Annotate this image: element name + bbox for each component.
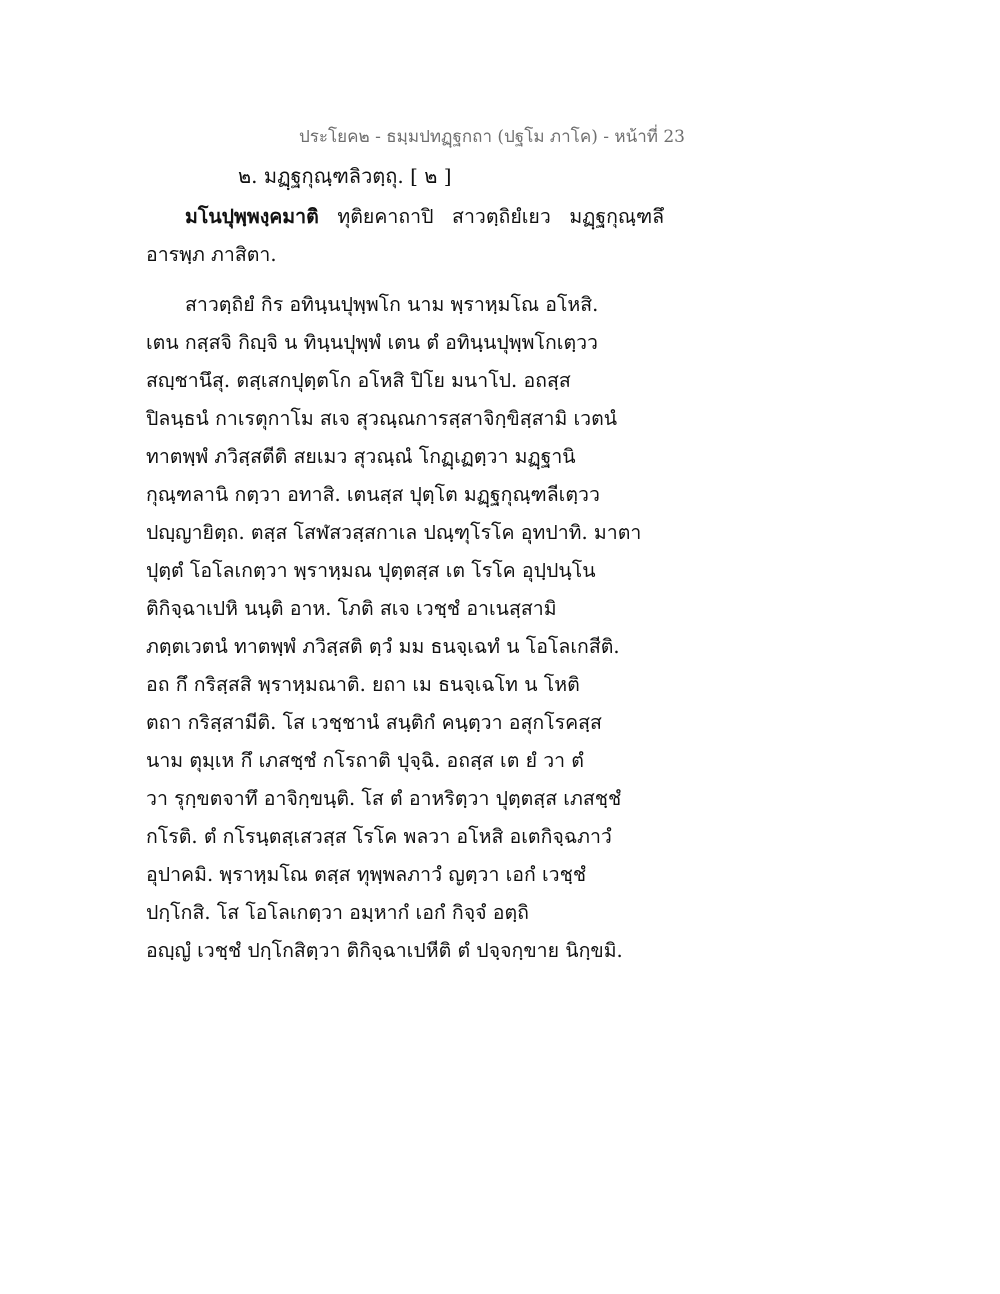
paragraph-2-line: กุณฺฑลานิ กตฺวา อทาสิ. เตนสฺส ปุตฺโต มฏฺฐกุณฺฑลีเตฺวว	[146, 483, 600, 506]
paragraph-2-line: ทาตพฺพํ ภวิสฺสตีติ สยเมว สุวณฺณํ โกฏฺเฏตฺวา มฏฺฐานิ	[146, 445, 576, 468]
section-title: ๒. มฏฺฐกุณฺฑลิวตฺถุ. [ ๒ ]	[238, 164, 452, 188]
paragraph-2-line: ปญฺญายิตฺถ. ตสฺส โสฬสวสฺสกาเล ปณฺฑุโรโค อุทปาทิ. มาตา	[146, 521, 642, 544]
paragraph-2-line: ปุตฺตํ โอโลเกตฺวา พฺราหฺมณ ปุตฺตสฺส เต โรโค อุปฺปนฺโน	[146, 559, 596, 582]
paragraph-2-line: ติกิจฺฉาเปหิ นนฺติ อาห. โภติ สเจ เวชฺชํ อาเนสฺสามิ	[146, 597, 557, 620]
paragraph-2-line: สาวตฺถิยํ กิร อทินฺนปุพฺพโก นาม พฺราหฺมโณ อโหสิ.	[185, 293, 599, 316]
paragraph-2-line: ตถา กริสฺสามีติ. โส เวชฺชานํ สนฺติกํ คนฺตฺวา อสุกโรคสฺส	[146, 711, 602, 734]
paragraph-2-line: อญฺญํ เวชฺชํ ปกฺโกสิตฺวา ติกิจฺฉาเปหีติ ตํ ปจฺจกฺขาย นิกฺขมิ.	[146, 939, 623, 962]
paragraph-2-line: นาม ตุมฺเห กึ เภสชฺชํ กโรถาติ ปุจฺฉิ. อถสฺส เต ยํ วา ตํ	[146, 749, 584, 772]
paragraph-2-line: สญฺชานึสุ. ตสฺเสกปุตฺตโก อโหสิ ปิโย มนาโป. อถสฺส	[146, 369, 571, 392]
paragraph-2-line: กโรติ. ตํ กโรนฺตสฺเสวสฺส โรโค พลวา อโหสิ อเตกิจฺฉภาวํ	[146, 825, 612, 848]
paragraph-2-line: ภตฺตเวตนํ ทาตพฺพํ ภวิสฺสติ ตฺวํ มม ธนจฺเฉทํ น โอโลเกสีติ.	[146, 635, 620, 658]
paragraph-1-line-2: อารพฺภ ภาสิตา.	[146, 243, 277, 266]
paragraph-2-line: อถ กึ กริสฺสสิ พฺราหฺมณาติ. ยถา เม ธนจฺเฉโท น โหติ	[146, 673, 580, 696]
paragraph-1-line-1	[146, 198, 686, 236]
paragraph-2-line: ปกฺโกสิ. โส โอโลเกตฺวา อมฺหากํ เอกํ กิจฺจํ อตฺถิ	[146, 901, 529, 924]
paragraph-2-line: วา รุกฺขตจาทึ อาจิกฺขนฺติ. โส ตํ อาหริตฺวา ปุตฺตสฺส เภสชฺชํ	[146, 787, 622, 810]
bold-lead-term: มโนปุพฺพงฺคมาติ	[185, 205, 319, 228]
paragraph-1-line-1-rest: ทุติยคาถาปิ สาวตฺถิยํเยว มฏฺฐกุณฺฑลึ	[318, 205, 665, 228]
paragraph-2-line: เตน กสฺสจิ กิญฺจิ น ทินฺนปุพฺพํ เตน ตํ อทินฺนปุพฺพโกเตฺวว	[146, 331, 599, 354]
running-head: ประโยค๒ - ธมฺมปทฏฺฐกถา (ปฐโม ภาโค) - หน้าที่ 23	[299, 127, 685, 147]
paragraph-2-line: ปิลนฺธนํ กาเรตุกาโม สเจ สุวณฺณการสฺสาจิกฺขิสฺสามิ เวตนํ	[146, 407, 618, 430]
body-text	[146, 198, 686, 970]
paragraph-2-line: อุปาคมิ. พฺราหฺมโณ ตสฺส ทุพฺพลภาวํ ญตฺวา เอกํ เวชฺชํ	[146, 863, 587, 886]
